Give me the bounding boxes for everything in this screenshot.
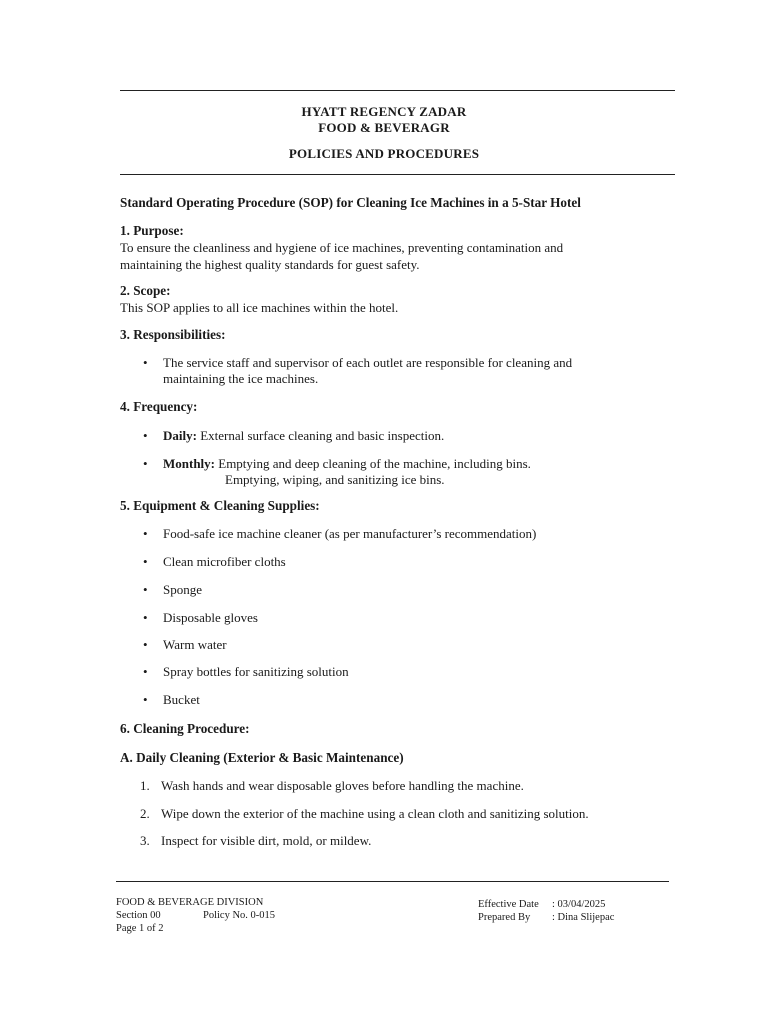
monthly-text-line-2: Emptying, wiping, and sanitizing ice bins. xyxy=(225,472,445,487)
scope-text: This SOP applies to all ice machines within the hotel. xyxy=(120,300,399,315)
equipment-item-label: Spray bottles for sanitizing solution xyxy=(163,664,349,679)
footer-section: Section 00 xyxy=(116,910,161,921)
procedure-heading: 6. Cleaning Procedure: xyxy=(120,721,250,736)
header-bottom-rule xyxy=(120,174,675,175)
responsibility-line-2: maintaining the ice machines. xyxy=(163,371,319,386)
step-text: Wipe down the exterior of the machine using a clean cloth and sanitizing solution. xyxy=(161,806,589,821)
bullet-icon: • xyxy=(143,582,148,597)
bullet-icon: • xyxy=(143,692,148,707)
bullet-icon: • xyxy=(143,355,148,370)
equipment-item-label: Sponge xyxy=(163,582,202,597)
bullet-icon: • xyxy=(143,664,148,679)
prepared-by-value: : Dina Slijepac xyxy=(552,912,615,923)
step-number: 3. xyxy=(140,833,150,848)
monthly-label: Monthly: xyxy=(163,456,215,471)
equipment-item-label: Clean microfiber cloths xyxy=(163,554,286,569)
step-number: 2. xyxy=(140,806,150,821)
purpose-text-line-1: To ensure the cleanliness and hygiene of ice machines, preventing contamination and xyxy=(120,240,564,255)
footer-policy-number: Policy No. 0-015 xyxy=(203,910,276,921)
effective-date-value: : 03/04/2025 xyxy=(552,899,606,910)
monthly-text-line-1: Emptying and deep cleaning of the machine, including bins. xyxy=(218,456,531,471)
purpose-text-line-2: maintaining the highest quality standards for guest safety. xyxy=(120,257,420,272)
document-title: Standard Operating Procedure (SOP) for Cleaning Ice Machines in a 5-Star Hotel xyxy=(120,195,581,210)
bullet-icon: • xyxy=(143,428,148,443)
daily-cleaning-subheading: A. Daily Cleaning (Exterior & Basic Maintenance) xyxy=(120,750,404,765)
equipment-item-label: Warm water xyxy=(163,637,227,652)
footer-division: FOOD & BEVERAGE DIVISION xyxy=(116,897,264,908)
hotel-name: HYATT REGENCY ZADAR xyxy=(301,104,467,119)
step-number: 1. xyxy=(140,778,150,793)
bullet-icon: • xyxy=(143,456,148,471)
frequency-heading: 4. Frequency: xyxy=(120,399,198,414)
policies-heading: POLICIES AND PROCEDURES xyxy=(288,146,480,161)
top-rule xyxy=(120,90,675,91)
daily-label: Daily: xyxy=(163,428,197,443)
equipment-item-label: Food-safe ice machine cleaner (as per manufacturer’s recommendation) xyxy=(163,526,537,541)
department-name: FOOD & BEVERAGR xyxy=(318,120,450,135)
step-text: Wash hands and wear disposable gloves before handling the machine. xyxy=(161,778,524,793)
equipment-item-label: Bucket xyxy=(163,692,200,707)
bullet-icon: • xyxy=(143,554,148,569)
equipment-heading: 5. Equipment & Cleaning Supplies: xyxy=(120,498,320,513)
responsibilities-heading: 3. Responsibilities: xyxy=(120,327,226,342)
scope-heading: 2. Scope: xyxy=(120,283,171,298)
daily-text: External surface cleaning and basic inspection. xyxy=(200,428,445,443)
footer-rule xyxy=(116,881,669,882)
purpose-heading: 1. Purpose: xyxy=(120,223,184,238)
responsibility-line-1: The service staff and supervisor of each outlet are responsible for cleaning and xyxy=(163,355,573,370)
prepared-by-label: Prepared By xyxy=(478,912,531,923)
equipment-item-label: Disposable gloves xyxy=(163,610,258,625)
bullet-icon: • xyxy=(143,610,148,625)
bullet-icon: • xyxy=(143,526,148,541)
step-text: Inspect for visible dirt, mold, or mildew. xyxy=(161,833,372,848)
footer-page-number: Page 1 of 2 xyxy=(116,923,164,934)
bullet-icon: • xyxy=(143,637,148,652)
effective-date-label: Effective Date xyxy=(478,899,539,910)
